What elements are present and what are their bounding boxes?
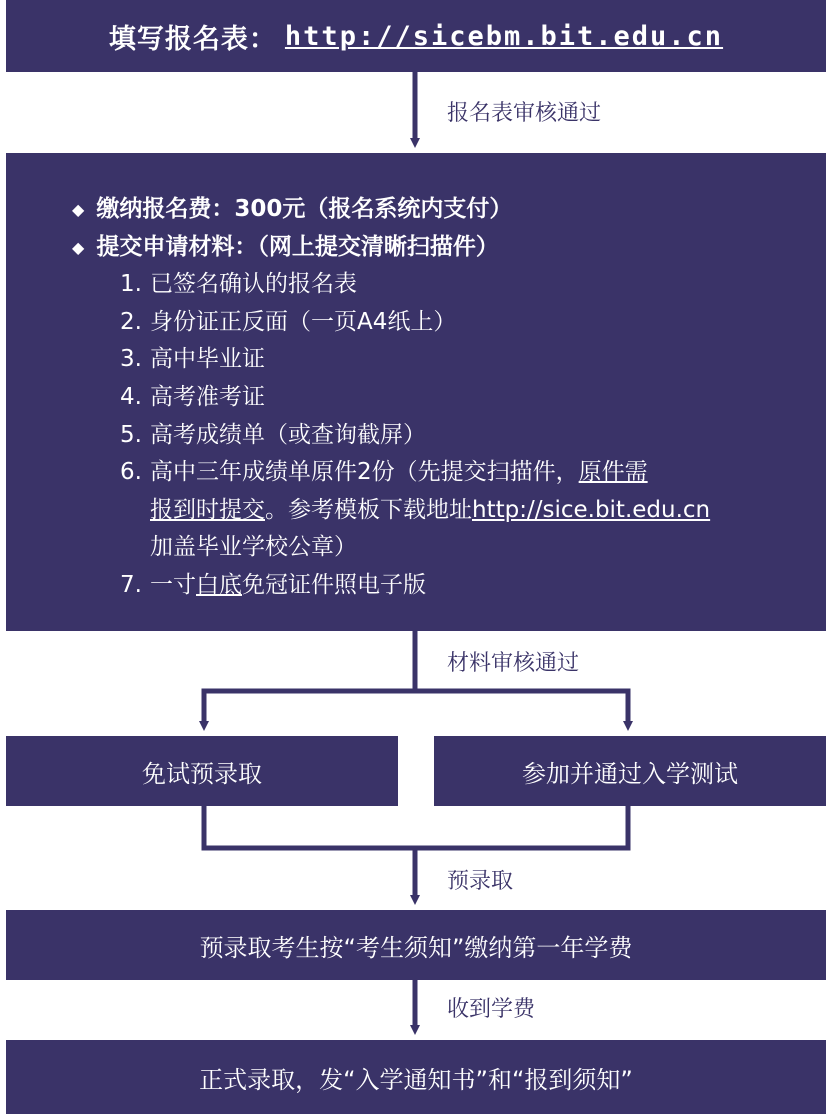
list-text-underlined: 白底	[196, 571, 242, 598]
list-text: 免冠证件照电子版	[242, 571, 426, 598]
list-text: 已签名确认的报名表	[150, 271, 357, 298]
list-number: 6.	[120, 459, 142, 486]
list-number: 2.	[120, 308, 142, 335]
list-number: 3.	[120, 346, 142, 373]
fee-bullet	[72, 191, 826, 229]
arrow3-label: 预录取	[447, 869, 514, 894]
exam-free-admission-box: 免试预录取	[6, 736, 398, 806]
entrance-test-box: 参加并通过入学测试	[434, 736, 826, 806]
diamond-bullet-icon: ◆	[72, 200, 85, 219]
template-url-link[interactable]: http://sice.bit.edu.cn	[472, 496, 711, 523]
list-text-compound	[150, 567, 426, 605]
list-item	[120, 379, 826, 417]
register-url-link[interactable]: http://sicebm.bit.edu.cn	[284, 20, 724, 52]
materials-bullet	[72, 229, 826, 267]
arrow1-label: 报名表审核通过	[447, 101, 602, 126]
list-item	[120, 454, 826, 567]
list-text: 高中三年成绩单原件2份（先提交扫描件，	[150, 459, 579, 486]
materials-list	[72, 266, 826, 604]
list-item	[120, 341, 826, 379]
list-text: 高中毕业证	[150, 346, 265, 373]
list-text: 高考成绩单（或查询截屏）	[150, 421, 426, 448]
list-text-underlined: 报到时提交	[150, 496, 265, 523]
list-text: 高考准考证	[150, 383, 265, 410]
arrow4-label: 收到学费	[447, 997, 536, 1022]
list-text: 一寸	[150, 571, 196, 598]
list-number: 5.	[120, 421, 142, 448]
list-text: 身份证正反面（一页A4纸上）	[150, 308, 457, 335]
pay-tuition-box: 预录取考生按“考生须知”缴纳第一年学费	[6, 910, 826, 980]
formal-admission-box: 正式录取，发“入学通知书”和“报到须知”	[6, 1040, 826, 1114]
list-number: 7.	[120, 571, 142, 598]
diamond-bullet-icon: ◆	[72, 237, 85, 257]
list-item	[120, 567, 826, 605]
requirements-box	[6, 153, 826, 631]
list-item	[120, 417, 826, 455]
merge-line	[204, 806, 628, 848]
list-item	[120, 266, 826, 304]
list-text: 。参考模板下载地址	[265, 496, 472, 523]
arrow2-label: 材料审核通过	[447, 651, 580, 676]
arrow-2-branch	[204, 691, 628, 726]
register-form-label: 填写报名表：	[108, 23, 277, 55]
fee-text: 缴纳报名费：300元（报名系统内支付）	[96, 196, 513, 222]
list-item	[120, 304, 826, 342]
list-number: 4.	[120, 383, 142, 410]
list-text: 加盖毕业学校公章）	[150, 534, 357, 561]
materials-text: 提交申请材料：（网上提交清晰扫描件）	[96, 233, 499, 260]
list-number: 1.	[120, 271, 142, 298]
list-text-underlined: 原件需	[578, 459, 648, 486]
list-text-multiline	[150, 454, 710, 567]
register-form-box	[6, 0, 826, 72]
